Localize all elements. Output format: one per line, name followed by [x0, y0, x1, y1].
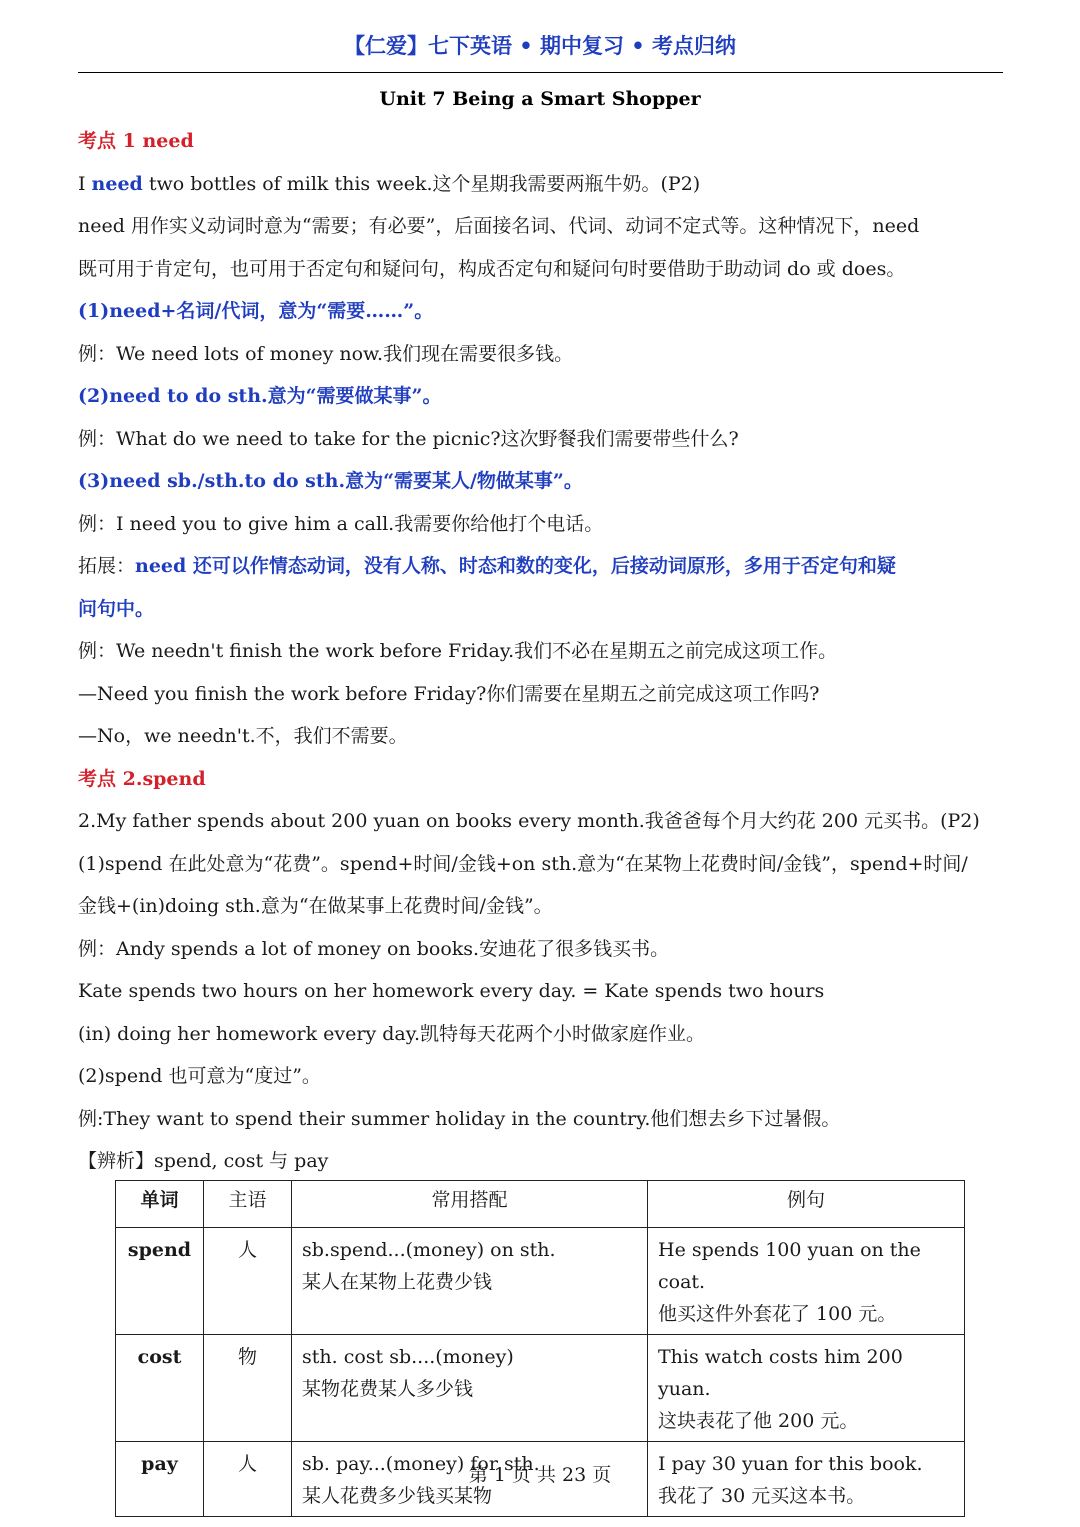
- compare-heading: 【辨析】spend, cost 与 pay: [78, 1150, 329, 1172]
- usage-zh: 某人花费多少钱买某物: [302, 1485, 493, 1507]
- table-cell-usage: [292, 1335, 648, 1442]
- example-en: This watch costs him 200 yuan.: [658, 1346, 903, 1400]
- table-cell-example: [648, 1228, 965, 1335]
- section-1-title: 考点 1 need: [78, 130, 194, 152]
- main-content: [78, 120, 1008, 1183]
- section-2-sentence: 2.My father spends about 200 yuan on books every month.我爸爸每个月大约花 200 元买书。(P2): [78, 810, 980, 832]
- rule-1-example: 例：We need lots of money now.我们现在需要很多钱。: [78, 342, 574, 365]
- extension-example-1: 例：We needn't finish the work before Friday.我们不必在星期五之前完成这项工作。: [78, 640, 838, 662]
- table-cell-word: spend: [116, 1228, 204, 1335]
- example-en: I pay 30 yuan for this book.: [658, 1453, 923, 1475]
- usage-en: sb. pay...(money) for sth.: [302, 1453, 540, 1475]
- page-header: 【仁爱】七下英语 • 期中复习 • 考点归纳: [343, 34, 737, 58]
- usage-zh: 某人在某物上花费少钱: [302, 1271, 493, 1293]
- table-header-cell: 常用搭配: [292, 1181, 648, 1228]
- table-header-cell: 例句: [648, 1181, 965, 1228]
- table-cell-subject: 物: [204, 1335, 292, 1442]
- explain-line-1: need 用作实义动词时意为“需要；有必要”，后面接名词、代词、动词不定式等。这种情况下，need: [78, 215, 920, 237]
- example-keyword: need: [91, 172, 143, 195]
- extension-line-2: 问句中。: [78, 597, 155, 620]
- example-en: He spends 100 yuan on the coat.: [658, 1239, 921, 1293]
- example-text-a: I: [78, 172, 92, 195]
- usage-zh: 某物花费某人多少钱: [302, 1378, 474, 1400]
- example-zh: 这块表花了他 200 元。: [658, 1410, 859, 1432]
- section-1-example: [78, 163, 1008, 206]
- spend-example-2a: Kate spends two hours on her homework every day. = Kate spends two hours: [78, 980, 825, 1002]
- example-zh: 他买这件外套花了 100 元。: [658, 1303, 897, 1325]
- table-cell-subject: 人: [204, 1228, 292, 1335]
- spend-meaning-2: (2)spend 也可意为“度过”。: [78, 1065, 321, 1087]
- table-cell-subject: 人: [204, 1442, 292, 1517]
- table-row: [116, 1335, 965, 1442]
- extension-line-1: [78, 545, 1008, 588]
- table-cell-usage: [292, 1228, 648, 1335]
- table-header-cell: 主语: [204, 1181, 292, 1228]
- extension-label: 拓展：: [78, 555, 136, 577]
- rule-3: (3)need sb./sth.to do sth.意为“需要某人/物做某事”。: [78, 470, 583, 492]
- example-zh: 我花了 30 元买这本书。: [658, 1485, 866, 1507]
- spend-example-3: 例:They want to spend their summer holiday in the country.他们想去乡下过暑假。: [78, 1107, 841, 1130]
- table-cell-word: cost: [116, 1335, 204, 1442]
- rule-2-example: 例：What do we need to take for the picnic?这次野餐我们需要带些什么?: [78, 427, 739, 450]
- rule-2: (2)need to do sth.意为“需要做某事”。: [78, 385, 442, 407]
- section-2-title: 考点 2.spend: [78, 767, 206, 790]
- extension-example-3: —No，we needn't.不，我们不需要。: [78, 725, 408, 747]
- page-footer: 第 1 页 共 23 页: [468, 1464, 612, 1486]
- table-header-cell: 单词: [116, 1181, 204, 1228]
- unit-title: Unit 7 Being a Smart Shopper: [379, 88, 701, 110]
- table-cell-word: pay: [116, 1442, 204, 1517]
- rule-3-example: 例：I need you to give him a call.我需要你给他打个电话。: [78, 512, 604, 535]
- extension-text: need 还可以作情态动词，没有人称、时态和数的变化，后接动词原形，多用于否定句和疑: [135, 555, 896, 577]
- spend-example-1: 例：Andy spends a lot of money on books.安迪花了很多钱买书。: [78, 937, 670, 960]
- rule-1: (1)need+名词/代词，意为“需要……”。: [78, 300, 434, 322]
- extension-example-2: —Need you finish the work before Friday?你们需要在星期五之前完成这项工作吗?: [78, 682, 820, 705]
- spend-explain-2: 金钱+(in)doing sth.意为“在做某事上花费时间/金钱”。: [78, 895, 553, 917]
- usage-en: sth. cost sb....(money): [302, 1346, 514, 1368]
- header-rule: [78, 72, 1003, 73]
- spend-example-2b: (in) doing her homework every day.凯特每天花两个小时做家庭作业。: [78, 1022, 705, 1045]
- spend-explain-1: (1)spend 在此处意为“花费”。spend+时间/金钱+on sth.意为“在某物上花费时间/金钱”，spend+时间/: [78, 852, 968, 875]
- table-row: [116, 1228, 965, 1335]
- usage-en: sb.spend...(money) on sth.: [302, 1239, 556, 1261]
- table-header-row: [116, 1181, 965, 1228]
- explain-line-2: 既可用于肯定句，也可用于否定句和疑问句，构成否定句和疑问句时要借助于助动词 do 或 does。: [78, 257, 906, 280]
- table-cell-example: [648, 1335, 965, 1442]
- example-text-c: two bottles of milk this week.这个星期我需要两瓶牛奶。(P2): [142, 172, 701, 195]
